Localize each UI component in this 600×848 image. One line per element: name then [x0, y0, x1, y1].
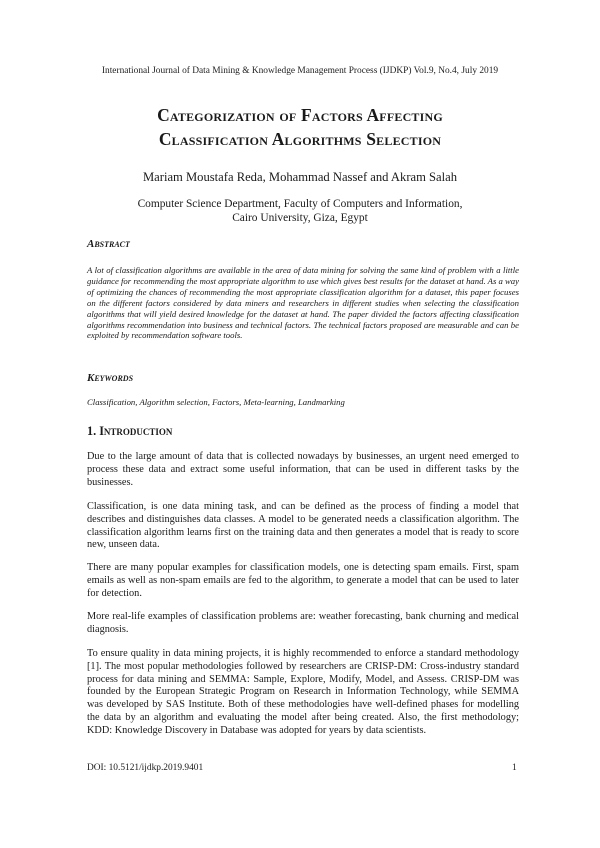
intro-paragraph-3: There are many popular examples for classification models, one is detecting spam emails. First, spam emails as well as non-spam emails are fed to the algorithm, to generate a model that can be used to later for detection.	[87, 562, 519, 599]
abstract-heading: Abstract	[87, 238, 130, 250]
affiliation-line-2: Cairo University, Giza, Egypt	[232, 212, 368, 224]
running-header: International Journal of Data Mining & Knowledge Management Process (IJDKP) Vol.9, No.4, July 2019	[101, 66, 499, 76]
keywords-text: Classification, Algorithm selection, Factors, Meta-learning, Landmarking	[87, 397, 345, 407]
title-line-1: Categorization of Factors Affecting	[157, 105, 443, 125]
authors: Mariam Moustafa Reda, Mohammad Nassef and Akram Salah	[142, 170, 458, 184]
intro-paragraph-2: Classification, is one data mining task, and can be defined as the process of finding a model that describes and distinguishes data classes. A model to be generated needs a classification algorithm. The classification algorithm learns first on the training data and then generates a model that is ready to score new, unseen data.	[87, 501, 519, 551]
intro-paragraph-4: More real-life examples of classification problems are: weather forecasting, bank churning and medical diagnosis.	[87, 611, 519, 635]
affiliation	[0, 197, 600, 225]
affiliation-line-1: Computer Science Department, Faculty of Computers and Information,	[137, 198, 463, 210]
page-number: 1	[512, 763, 517, 773]
abstract-text: A lot of classification algorithms are available in the area of data mining for solving the same kind of problem with a little guidance for recommending the most appropriate algorithm to use which gives best results for the dataset at hand. As a way of optimizing the chances of recommending the most appropriate classification algorithm for a dataset, this paper focuses on the different factors considered by data miners and researchers in different studies when selecting the classification algorithms that will yield desired knowledge for the dataset at hand. The paper divided the factors affecting classification algorithms recommendation into business and technical factors. The technical factors proposed are measurable and can be exploited by recommendation software tools.	[87, 265, 520, 341]
title-line-2: Classification Algorithms Selection	[158, 129, 442, 149]
introduction-heading: 1. Introduction	[87, 424, 173, 438]
doi: DOI: 10.5121/ijdkp.2019.9401	[87, 763, 204, 773]
paper-title	[0, 103, 600, 151]
intro-paragraph-5: To ensure quality in data mining projects, it is highly recommended to enforce a standard methodology [1]. The most popular methodologies followed by researchers are CRISP-DM: Cross-industry standard process for data mining and SEMMA: Sample, Explore, Modify, Model, and Assess. CRISP-DM was founded by the European Strategic Program on Research in Information Technology, while SEMMA was developed by SAS Institute. Both of these methodologies have well-defined phases for modelling the data by an algorithm and evaluating the model after being created. Also, the first methodology; KDD: Knowledge Discovery in Database was adopted for years by data scientists.	[87, 648, 519, 736]
keywords-heading: Keywords	[87, 372, 134, 384]
intro-paragraph-1: Due to the large amount of data that is collected nowadays by businesses, an urgent need emerged to process these data and extract some useful information, that can be used in different tasks by the businesses.	[87, 451, 519, 488]
